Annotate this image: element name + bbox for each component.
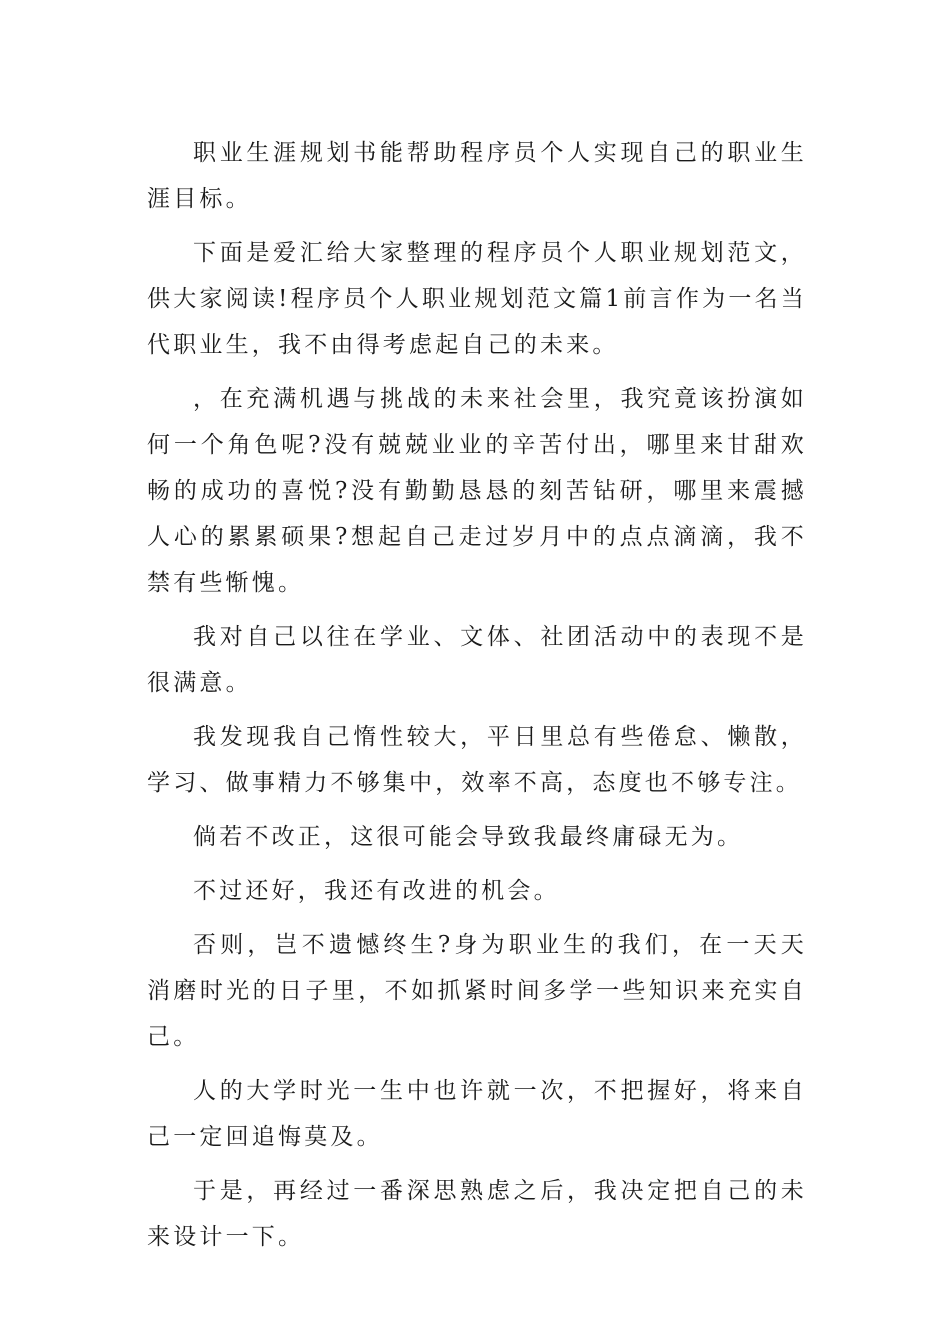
paragraph: 倘若不改正，这很可能会导致我最终庸碌无为。 — [193, 824, 744, 850]
paragraph: 我发现我自己惰性较大，平日里总有些倦怠、懒散，学习、做事精力不够集中，效率不高，态度也不够专注。 — [147, 724, 807, 796]
paragraph: 下面是爱汇给大家整理的程序员个人职业规划范文，供大家阅读!程序员个人职业规划范文篇1前言作为一名当代职业生，我不由得考虑起自己的未来。 — [147, 240, 807, 358]
document-body — [147, 130, 807, 1268]
paragraph: ，在充满机遇与挑战的未来社会里，我究竟该扮演如何一个角色呢?没有兢兢业业的辛苦付出，哪里来甘甜欢畅的成功的喜悦?没有勤勤恳恳的刻苦钻研，哪里来震撼人心的累累硕果?想起自己走过岁月中的点点滴滴，我不禁有些惭愧。 — [147, 386, 807, 596]
paragraph: 我对自己以往在学业、文体、社团活动中的表现不是很满意。 — [147, 624, 807, 696]
paragraph: 不过还好，我还有改进的机会。 — [193, 878, 560, 904]
paragraph: 于是，再经过一番深思熟虑之后，我决定把自己的未来设计一下。 — [147, 1178, 807, 1250]
paragraph: 职业生涯规划书能帮助程序员个人实现自己的职业生涯目标。 — [147, 140, 807, 212]
paragraph: 人的大学时光一生中也许就一次，不把握好，将来自己一定回追悔莫及。 — [147, 1078, 807, 1150]
paragraph: 否则，岂不遗憾终生?身为职业生的我们，在一天天消磨时光的日子里，不如抓紧时间多学一些知识来充实自己。 — [147, 932, 807, 1050]
